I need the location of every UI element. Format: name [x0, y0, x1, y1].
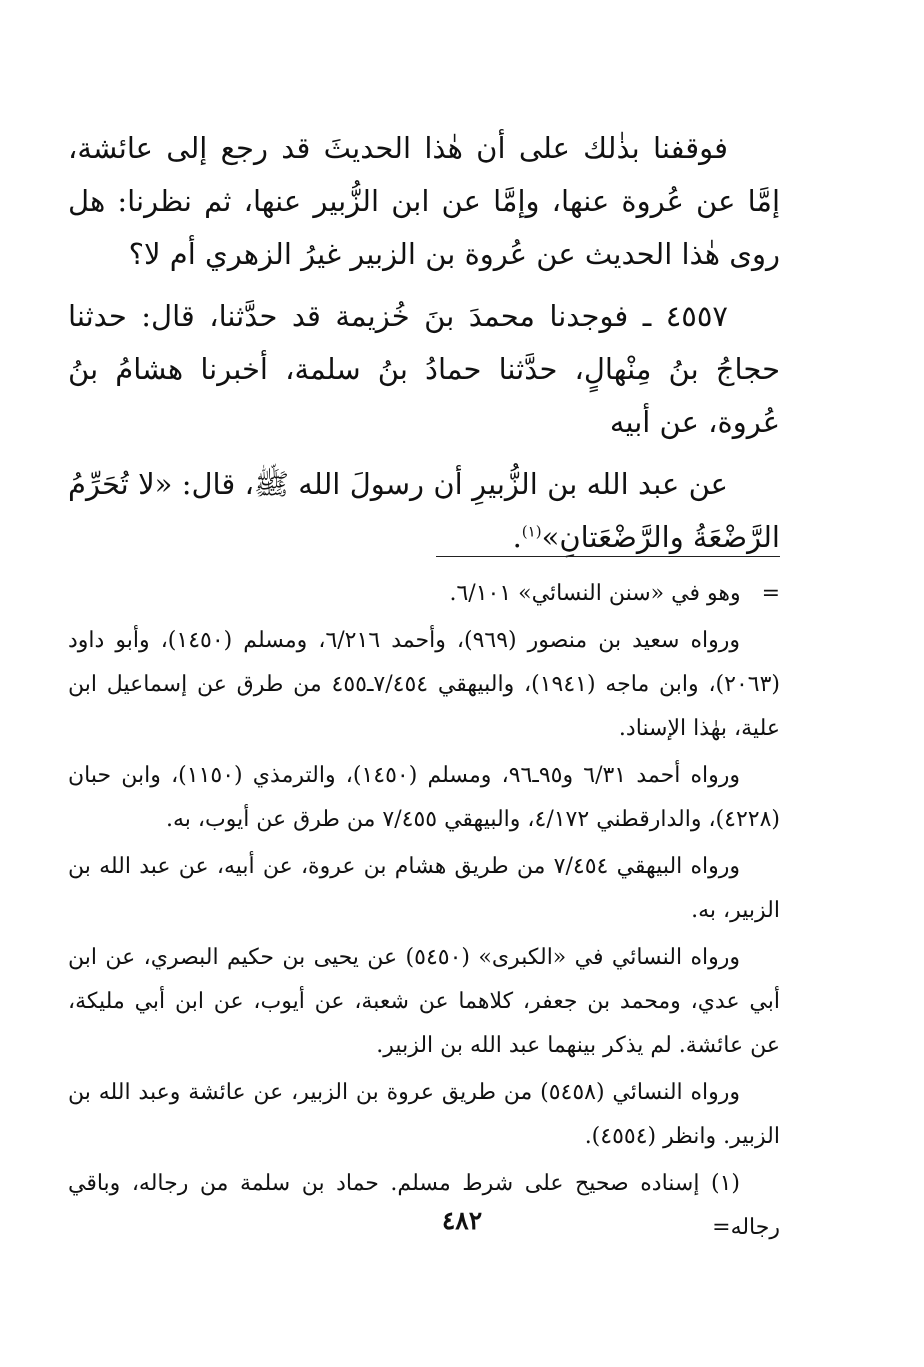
page-number: ٤٨٢ [441, 1206, 483, 1235]
main-paragraph-1: فوقفنا بذٰلك على أن هٰذا الحديثَ قد رجع إلى عائشة، إمَّا عن عُروة عنها، وإمَّا عن ابن الزُّبير عنها، ثم نظرنا: هل روى هٰذا الحديث عن عُروة بن الزبير غيرُ الزهري أم لا؟ [68, 131, 780, 271]
footnote-paragraph: ورواه النسائي في «الكبرى» (٥٤٥٠) عن يحيى بن حكيم البصري، عن ابن أبي عدي، ومحمد بن جعفر، كلاهما عن شعبة، عن أيوب، عن ابن أبي مليكة، عن عائشة. لم يذكر بينهما عبد الله بن الزبير. [68, 945, 780, 1058]
footnote-paragraph: ورواه البيهقي ٧/٤٥٤ من طريق هشام بن عروة، عن أبيه، عن عبد الله بن الزبير، به. [68, 854, 780, 923]
footnote-ref-1[interactable]: (١) [521, 522, 542, 541]
footnote-divider [436, 556, 780, 557]
footnote-paragraph: ورواه النسائي (٥٤٥٨) من طريق عروة بن الزبير، عن عائشة وعبد الله بن الزبير. وانظر (٤٥٥٤). [68, 1080, 780, 1149]
footnote-continued [68, 572, 780, 616]
matn-end-period: . [512, 520, 522, 554]
footnote-paragraph: ورواه سعيد بن منصور (٩٦٩)، وأحمد ٦/٢١٦، ومسلم (١٤٥٠)، وأبو داود (٢٠٦٣)، وابن ماجه (١٩٤١)، والبيهقي ٧/٤٥٤ـ٤٥٥ من طرق عن إسماعيل ابن علية، بهٰذا الإسناد. [68, 628, 781, 741]
footnote-1-text: (١) إسناده صحيح على شرط مسلم. حماد بن سلمة من رجاله، وباقي رجاله [68, 1171, 780, 1240]
main-text [68, 122, 780, 573]
hadith-4557-isnad: ٤٥٥٧ ـ فوجدنا محمدَ بنَ خُزيمة قد حدَّثنا، قال: حدثنا حجاجُ بنُ مِنْهالٍ، حدَّثنا حمادُ بنُ سلمة، أخبرنا هشامُ بنُ عُروة، عن أبيه [68, 299, 780, 439]
hadith-matn-text: عن عبد الله بن الزُّبيرِ أن رسولَ الله ﷺ، قال: «لا تُحَرِّمُ الرَّضْعَةُ والرَّضْعَتانِ» [68, 467, 780, 554]
footnote-paragraph: ورواه أحمد ٦/٣١ و٩٥ـ٩٦، ومسلم (١٤٥٠)، والترمذي (١١٥٠)، وابن حبان (٤٢٢٨)، والدارقطني ٤/١٧٢، والبيهقي ٧/٤٥٥ من طرق عن أيوب، به. [68, 763, 780, 832]
footnotes-section [68, 572, 780, 1253]
footnote-text: وهو في «سنن النسائي» ٦/١٠١. [449, 581, 741, 606]
continuation-mark: = [761, 581, 780, 606]
continuation-mark-end: = [712, 1215, 731, 1240]
hadith-4557-matn [68, 458, 780, 564]
